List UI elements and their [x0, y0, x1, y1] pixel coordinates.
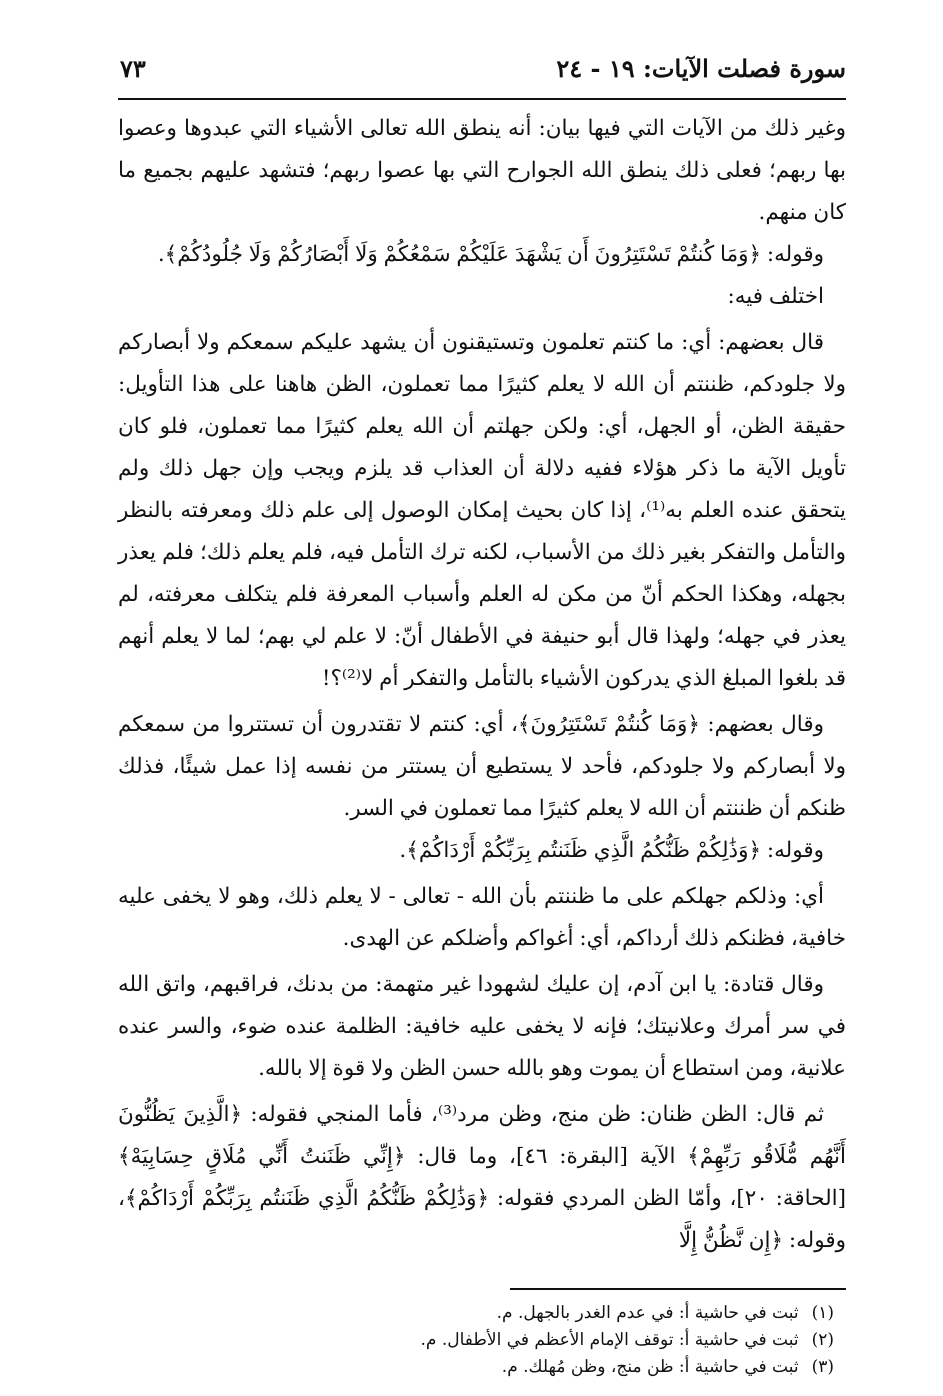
footnote — [118, 1327, 846, 1354]
paragraph: قال بعضهم: أي: ما كنتم تعلمون وتستيقنون أن يشهد عليكم سمعكم ولا أبصاركم ولا جلودكم، ظننتم أن الله لا يعلم كثيرًا مما تعملون، الظن هاهنا على هذا التأويل: حقيقة الظن، أو الجهل، أي: ولكن جهلتم أن الله يعلم كثيرًا مما تعملون، فلو كان تأويل الآية ما ذكر هؤلاء ففيه دلالة أن العذاب قد يلزم ويجب وإن جهل ذلك ولم يتحقق عنده العلم به⁽¹⁾، إذا كان بحيث إمكان الوصول إلى علم ذلك ومعرفته بالنظر والتأمل والتفكر بغير ذلك من الأسباب، لكنه ترك التأمل فيه، فلم يعلم ذلك؛ فلم يعذر بجهله، وهكذا الحكم أنّ من مكن له العلم وأسباب المعرفة فلم يتكلف معرفته، لم يعذر في جهله؛ ولهذا قال أبو حنيفة في الأطفال أنّ: لا علم لي بهم؛ لما لا يعلم أنهم قد بلغوا المبلغ الذي يدركون الأشياء بالتأمل والتفكر أم لا⁽²⁾؟! — [118, 330, 847, 691]
paragraph: أي: وذلكم جهلكم على ما ظننتم بأن الله - تعالى - لا يعلم ذلك، وهو لا يخفى عليه خافية، فظنكم ذلك أرداكم، أي: أغواكم وأضلكم عن الهدى. — [118, 884, 846, 951]
main-text — [118, 108, 846, 1262]
footnote-number: (٢) — [811, 1330, 834, 1350]
running-header — [118, 40, 846, 100]
paragraph: وغير ذلك من الآيات التي فيها بيان: أنه ينطق الله تعالى الأشياء التي عبدوها وعصوا بها ربهم؛ فعلى ذلك ينطق الله الجوارح التي بها عصوا ربهم؛ فتشهد عليهم بجميع ما كان منهم. — [118, 116, 846, 225]
footnote-separator — [510, 1288, 846, 1290]
verse-paragraph: وقوله: ﴿وَذَٰلِكُمْ ظَنُّكُمُ الَّذِي ظَنَنتُم بِرَبِّكُمْ أَرْدَاكُمْ﴾. — [399, 838, 824, 863]
page-number: ٧٣ — [120, 54, 146, 83]
footnotes — [118, 1300, 846, 1381]
paragraph: اختلف فيه: — [727, 284, 824, 309]
footnote — [118, 1354, 846, 1381]
surah-title: سورة فصلت الآيات: ١٩ - ٢٤ — [556, 54, 846, 83]
footnote-number: (١) — [811, 1303, 834, 1323]
footnote-text: ثبت في حاشية أ: ظن منج، وظن مُهلك. م. — [501, 1357, 799, 1377]
paragraph: وقال قتادة: يا ابن آدم، إن عليك لشهودا غير متهمة: من بدنك، فراقبهم، واتق الله في سر أمرك وعلانيتك؛ فإنه لا يخفى عليه خافية: الظلمة عنده ضوء، والسر عنده علانية، ومن استطاع أن يموت وهو بالله حسن الظن ولا قوة إلا بالله. — [118, 972, 846, 1081]
footnote — [118, 1300, 846, 1327]
paragraph: ثم قال: الظن ظنان: ظن منج، وظن مرد⁽³⁾، فأما المنجي فقوله: ﴿الَّذِينَ يَظُنُّونَ أَنَّهُم مُّلَاقُو رَبِّهِمْ﴾ الآية [البقرة: ٤٦]، وما قال: ﴿إِنِّي ظَنَنتُ أَنِّي مُلَاقٍ حِسَابِيَهْ﴾ [الحاقة: ٢٠]، وأمّا الظن المردي فقوله: ﴿وَذَٰلِكُمْ ظَنُّكُمُ الَّذِي ظَنَنتُم بِرَبِّكُمْ أَرْدَاكُمْ﴾، وقوله: ﴿إِن نَّظُنُّ إِلَّا — [118, 1102, 846, 1253]
verse-paragraph: وقوله: ﴿وَمَا كُنتُمْ تَسْتَتِرُونَ أَن يَشْهَدَ عَلَيْكُمْ سَمْعُكُمْ وَلَا أَبْصَارُكُمْ وَلَا جُلُودُكُمْ﴾. — [157, 242, 824, 267]
footnote-number: (٣) — [811, 1357, 834, 1377]
footnote-text: ثبت في حاشية أ: توقف الإمام الأعظم في الأطفال. م. — [420, 1330, 799, 1350]
book-page — [118, 40, 847, 1377]
footnote-text: ثبت في حاشية أ: في عدم الغدر بالجهل. م. — [496, 1303, 799, 1323]
paragraph: وقال بعضهم: ﴿وَمَا كُنتُمْ تَسْتَتِرُونَ﴾، أي: كنتم لا تقتدرون أن تستتروا من سمعكم ولا أبصاركم ولا جلودكم، فأحد لا يستطيع أن يستتر من نفسه إذا عمل شيئًا، فذلك ظنكم أن ظننتم أن الله لا يعلم كثيرًا مما تعملون في السر. — [118, 712, 846, 821]
